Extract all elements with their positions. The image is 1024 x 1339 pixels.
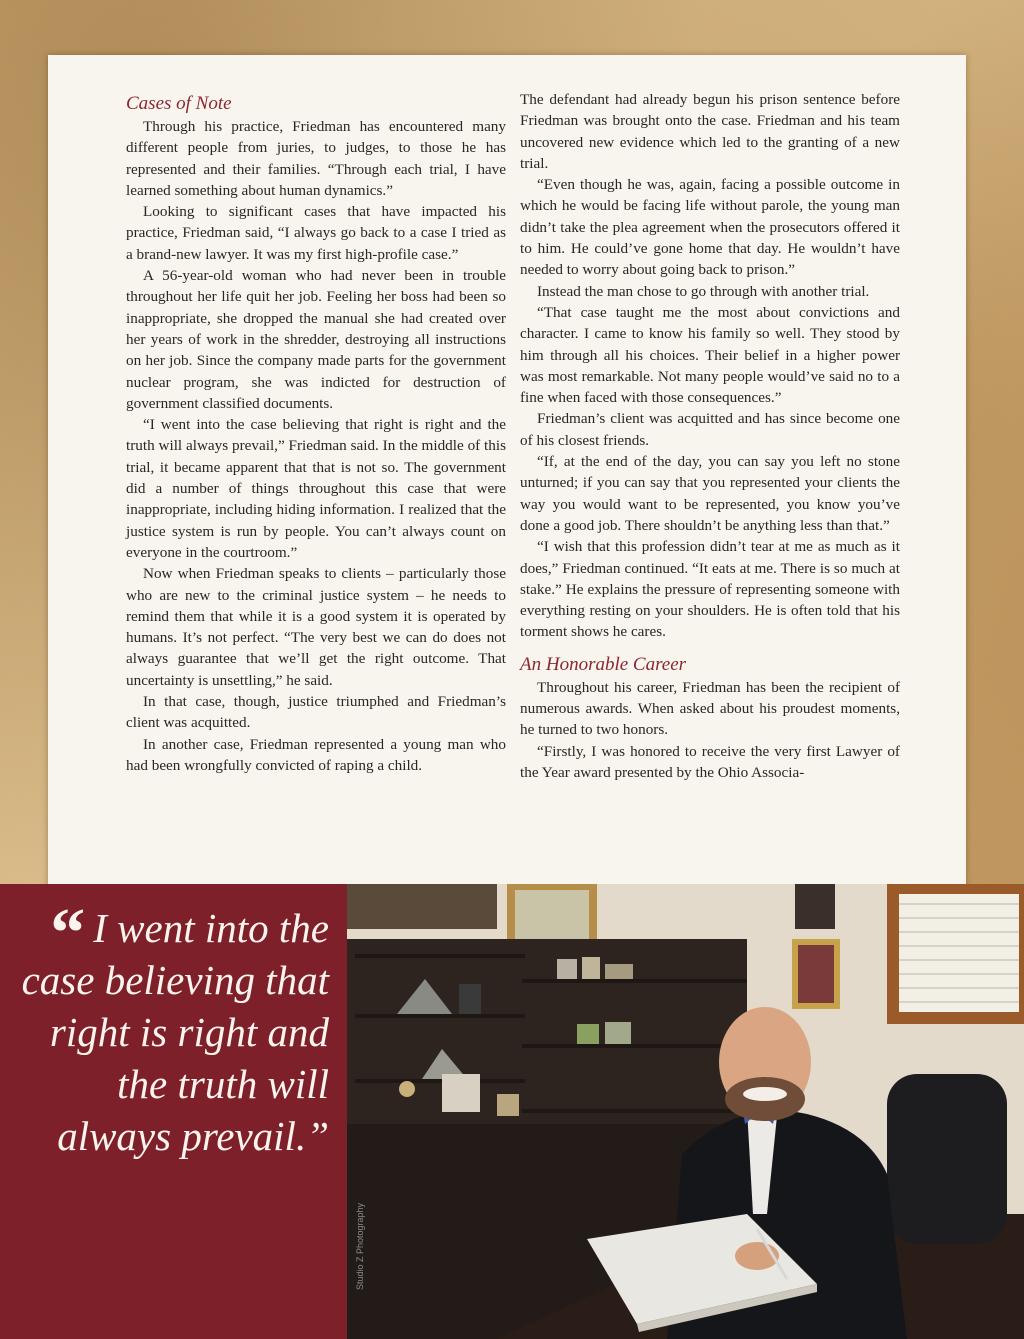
paragraph: “I went into the case believing that right is right and the truth will always prevail,” Friedman said. In the middle of this trial, it became apparent that that is not so. The government did a number of things throughout this case that were inappropriate, including hiding information. I realized that the justice system is run by people. You can’t always count on everyone in the courtroom.”	[126, 416, 506, 561]
section-heading-honorable-career: An Honorable Career	[520, 653, 687, 675]
photo-credit: Studio Z Photography	[355, 1202, 365, 1290]
paragraph: In that case, though, justice triumphed and Friedman’s client was acquitted.	[126, 693, 506, 732]
paragraph: In another case, Friedman represented a young man who had been wrongfully convicted of raping a child.	[126, 735, 506, 774]
article-left-column	[126, 92, 506, 776]
paragraph: Instead the man chose to go through with another trial.	[537, 282, 870, 300]
article-right-column	[520, 89, 900, 783]
paragraph: “Firstly, I was honored to receive the very first Lawyer of the Year award presented by the Ohio Associa-	[520, 742, 900, 781]
paragraph: A 56-year-old woman who had never been in trouble throughout her life quit her job. Feeling her boss had been so inappropriate, she dropped the manual she had created over her years of work in the shredder, destroying all instructions on her job. Since the company made parts for the government nuclear program, she was indicted for destruction of government classified documents.	[126, 267, 506, 412]
paragraph: Through his practice, Friedman has encountered many different people from juries, to judges, to those he has represented and their families. “Through each trial, I have learned something about human dynamics.”	[126, 118, 506, 199]
paragraph: “If, at the end of the day, you can say you left no stone unturned; if you can say that you represented your clients the way you would want to be represented, you know you’ve done a good job. There shouldn’t be anything less than that.”	[520, 453, 900, 534]
paragraph: The defendant had already begun his prison sentence before Friedman was brought onto the case. Friedman and his team uncovered new evidence which led to the granting of a new trial.	[520, 91, 900, 172]
office-photo-illustration	[347, 884, 1024, 1339]
pull-quote-text	[9, 895, 329, 1162]
paragraph: “That case taught me the most about convictions and character. I came to know his family so well. They stood by him through all his choices. Their belief in a higher power was most remarkable. Not many people would’ve said no to a fine when faced with those consequences.”	[520, 303, 900, 407]
section-heading-cases-of-note: Cases of Note	[126, 93, 232, 114]
paragraph: Looking to significant cases that have impacted his practice, Friedman said, “I always go back to a case I tried as a brand-new lawyer. It was my first high-profile case.”	[126, 203, 506, 263]
quote-open-mark: “	[50, 895, 86, 972]
paragraph: Now when Friedman speaks to clients – particularly those who are new to the criminal justice system – he needs to remind them that while it is a good system it is operated by humans. It’s not perfect. “The very best we can do does not always guarantee that we’ll get the right outcome. That uncertainty is unsettling,” he said.	[126, 565, 506, 689]
paragraph: Friedman’s client was acquitted and has since become one of his closest friends.	[520, 410, 900, 449]
paragraph: “Even though he was, again, facing a possible outcome in which he would be facing life without parole, the young man didn’t take the plea agreement when the prosecutors offered it to him. He could’ve gone home that day. He wouldn’t have needed to worry about going back to prison.”	[520, 176, 900, 279]
paragraph: Throughout his career, Friedman has been the recipient of numerous awards. When asked about his proudest moments, he turned to two honors.	[520, 678, 900, 739]
paragraph: “I wish that this profession didn’t tear at me as much as it does,” Friedman continued. “It eats at me. There is so much at stake.” He explains the pressure of representing someone with everything resting on your shoulders. He is often told that his torment shows he cares.	[520, 538, 900, 641]
pull-quote-body: I went into the case believing that right is right and the truth will always prevail.”	[21, 905, 329, 1159]
portrait-photo	[347, 884, 1024, 1339]
pull-quote-panel	[0, 884, 347, 1339]
